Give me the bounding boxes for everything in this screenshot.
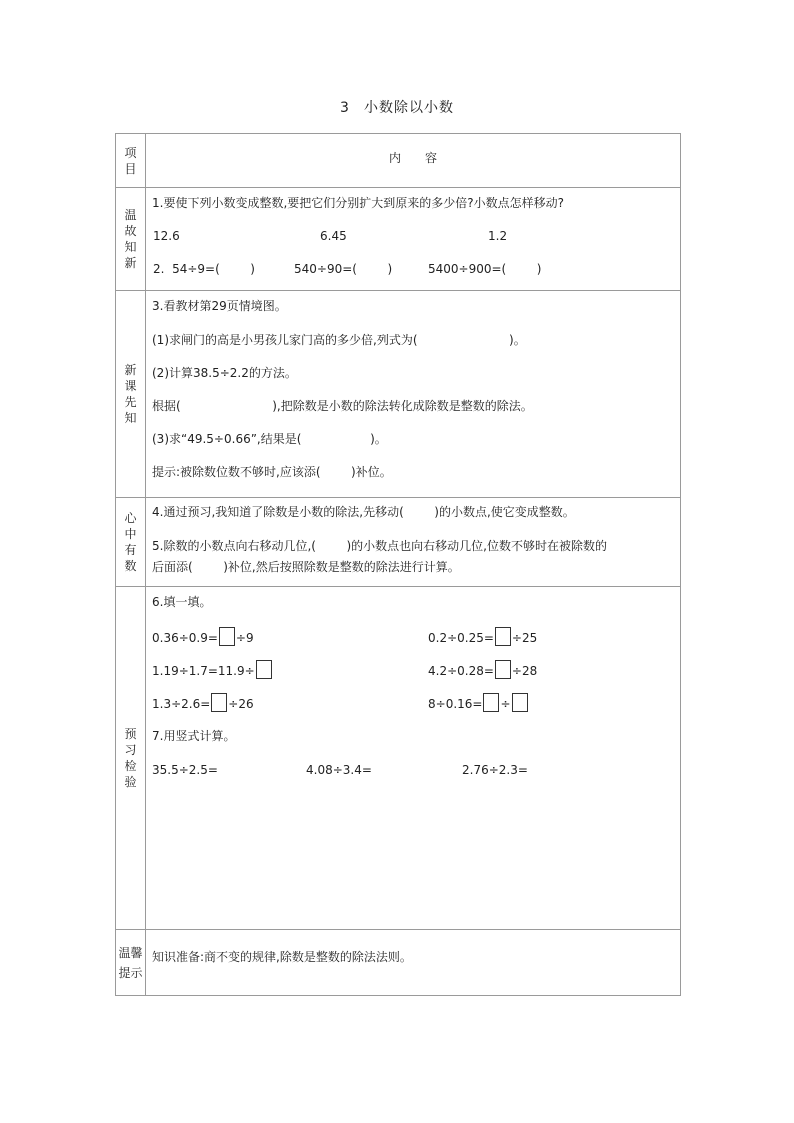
review-label: 温故知新: [116, 188, 146, 291]
title-number: 3: [340, 100, 350, 116]
tips-text: 知识准备:商不变的规律,除数是整数的除法法则。: [152, 950, 412, 964]
review-num-2: 6.45: [320, 229, 347, 243]
preview-line-2: (1)求闸门的高是小男孩儿家门高的多少倍,列式为( )。: [152, 333, 526, 347]
mind-line-2: 5.除数的小数点向右移动几位,( )的小数点也向右移动几位,位数不够时在被除数的: [152, 539, 607, 553]
fill-item-4: 4.2÷0.28= ÷28: [428, 660, 537, 679]
review-q2-a: 2. 54÷9=( ): [153, 262, 255, 276]
mind-cell: [146, 498, 681, 587]
page-title: [0, 97, 794, 117]
header-content-cell: [146, 134, 681, 188]
tips-label: 温馨提示: [116, 930, 146, 996]
preview-line-4: 根据( ),把除数是小数的除法转化成除数是整数的除法。: [152, 399, 533, 413]
header-content: 内 容: [388, 151, 437, 165]
answer-box[interactable]: [483, 693, 499, 712]
review-q2-c: 5400÷900=( ): [428, 262, 542, 276]
check-label: 预习检验: [116, 587, 146, 930]
calc-1: 35.5÷2.5=: [152, 763, 218, 777]
mind-label: 心中有数: [116, 498, 146, 587]
fill-item-6: 8÷0.16= ÷: [428, 693, 529, 712]
fill-item-1: 0.36÷0.9= ÷9: [152, 627, 254, 646]
check-cell: [146, 587, 681, 930]
title-text: 小数除以小数: [363, 100, 454, 116]
mind-line-1: 4.通过预习,我知道了除数是小数的除法,先移动( )的小数点,使它变成整数。: [152, 505, 575, 519]
fill-item-3: 1.19÷1.7=11.9÷: [152, 660, 273, 679]
review-num-1: 12.6: [153, 229, 180, 243]
answer-box[interactable]: [219, 627, 235, 646]
review-cell: [146, 188, 681, 291]
answer-box[interactable]: [495, 660, 511, 679]
fill-item-5: 1.3÷2.6= ÷26: [152, 693, 254, 712]
fill-item-2: 0.2÷0.25= ÷25: [428, 627, 537, 646]
calc-2: 4.08÷3.4=: [306, 763, 372, 777]
answer-box[interactable]: [211, 693, 227, 712]
worksheet-table: [115, 133, 681, 996]
tips-cell: [146, 930, 681, 996]
preview-label: 新课先知: [116, 291, 146, 498]
mind-line-3: 后面添( )补位,然后按照除数是整数的除法进行计算。: [152, 560, 460, 574]
check-q6: 6.填一填。: [152, 595, 212, 609]
preview-line-6: 提示:被除数位数不够时,应该添( )补位。: [152, 465, 392, 479]
check-q7: 7.用竖式计算。: [152, 729, 236, 743]
answer-box[interactable]: [256, 660, 272, 679]
preview-line-1: 3.看教材第29页情境图。: [152, 299, 287, 313]
header-label: 项目: [116, 134, 146, 188]
review-q2-b: 540÷90=( ): [294, 262, 393, 276]
calc-3: 2.76÷2.3=: [462, 763, 528, 777]
preview-line-5: (3)求“49.5÷0.66”,结果是( )。: [152, 432, 387, 446]
preview-line-3: (2)计算38.5÷2.2的方法。: [152, 366, 297, 380]
review-num-3: 1.2: [488, 229, 508, 243]
review-q1: 1.要使下列小数变成整数,要把它们分别扩大到原来的多少倍?小数点怎样移动?: [152, 196, 565, 210]
answer-box[interactable]: [495, 627, 511, 646]
answer-box[interactable]: [512, 693, 528, 712]
preview-cell: [146, 291, 681, 498]
